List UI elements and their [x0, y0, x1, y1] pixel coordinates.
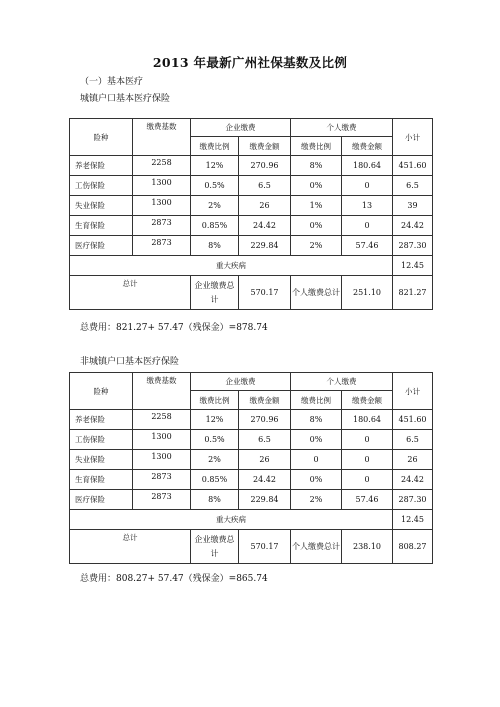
personal-amount: 180.64 [342, 156, 393, 176]
enterprise-amount: 229.84 [239, 236, 291, 256]
header-personal-rate: 缴费比例 [291, 391, 342, 410]
enterprise-rate: 0.85% [191, 216, 239, 236]
personal-rate: 8% [291, 410, 342, 430]
contribution-base: 1300 [133, 176, 191, 196]
section-heading: （一）基本医疗 [80, 77, 144, 87]
enterprise-rate: 8% [191, 236, 239, 256]
enterprise-rate: 8% [191, 490, 239, 510]
header-personal-contribution: 个人缴费 [291, 119, 393, 137]
personal-amount: 180.64 [342, 410, 393, 430]
critical-illness-value: 12.45 [393, 256, 433, 276]
insurance-name: 养老保险 [70, 156, 133, 176]
table-row [70, 470, 433, 490]
enterprise-rate: 12% [191, 156, 239, 176]
enterprise-amount: 270.96 [239, 156, 291, 176]
table-row [70, 430, 433, 450]
enterprise-amount: 26 [239, 196, 291, 216]
insurance-name: 工伤保险 [70, 176, 133, 196]
enterprise-total-label: 企业缴费总计 [191, 276, 239, 310]
contribution-base: 1300 [133, 196, 191, 216]
table-row [70, 450, 433, 470]
header-personal-contribution: 个人缴费 [291, 373, 393, 391]
total-label: 总计 [70, 530, 191, 564]
personal-amount: 57.46 [342, 236, 393, 256]
enterprise-rate: 12% [191, 410, 239, 430]
insurance-name: 失业保险 [70, 450, 133, 470]
personal-rate: 0% [291, 176, 342, 196]
contribution-base: 2873 [133, 470, 191, 490]
personal-amount: 0 [342, 430, 393, 450]
row-subtotal: 24.42 [393, 470, 433, 490]
critical-illness-label: 重大疾病 [70, 510, 393, 530]
personal-rate: 0% [291, 430, 342, 450]
enterprise-total-value: 570.17 [239, 276, 291, 310]
insurance-name: 医疗保险 [70, 236, 133, 256]
enterprise-rate: 0.5% [191, 430, 239, 450]
personal-amount: 0 [342, 470, 393, 490]
contribution-base: 1300 [133, 430, 191, 450]
contribution-base: 2258 [133, 410, 191, 430]
enterprise-rate: 0.85% [191, 470, 239, 490]
header-insurance-type: 险种 [70, 373, 133, 410]
contribution-base: 2873 [133, 216, 191, 236]
enterprise-amount: 229.84 [239, 490, 291, 510]
header-enterprise-contribution: 企业缴费 [191, 119, 291, 137]
table-row [70, 490, 433, 510]
table-1-caption: 城镇户口基本医疗保险 [80, 94, 171, 104]
table-row [70, 156, 433, 176]
personal-rate: 0% [291, 470, 342, 490]
table-2-total-summary: 总费用：808.27+ 57.47（残保金）=865.74 [80, 574, 268, 584]
row-subtotal: 39 [393, 196, 433, 216]
personal-total-label: 个人缴费总计 [291, 276, 342, 310]
header-contribution-base: 缴费基数 [133, 119, 191, 156]
personal-rate: 0% [291, 216, 342, 236]
row-subtotal: 451.60 [393, 156, 433, 176]
table-row [70, 410, 433, 430]
header-personal-amount: 缴费金额 [342, 137, 393, 156]
row-subtotal: 287.30 [393, 236, 433, 256]
personal-rate: 8% [291, 156, 342, 176]
enterprise-amount: 270.96 [239, 410, 291, 430]
header-subtotal: 小计 [393, 119, 433, 156]
header-enterprise-contribution: 企业缴费 [191, 373, 291, 391]
personal-total-label: 个人缴费总计 [291, 530, 342, 564]
personal-rate: 2% [291, 236, 342, 256]
personal-total-value: 238.10 [342, 530, 393, 564]
insurance-name: 生育保险 [70, 470, 133, 490]
header-personal-rate: 缴费比例 [291, 137, 342, 156]
insurance-name: 医疗保险 [70, 490, 133, 510]
insurance-name: 生育保险 [70, 216, 133, 236]
enterprise-rate: 2% [191, 196, 239, 216]
row-subtotal: 287.30 [393, 490, 433, 510]
total-label: 总计 [70, 276, 191, 310]
non-urban-insurance-table [69, 372, 433, 564]
table-1-total-summary: 总费用：821.27+ 57.47（残保金）=878.74 [80, 323, 268, 333]
insurance-name: 养老保险 [70, 410, 133, 430]
contribution-base: 2258 [133, 156, 191, 176]
personal-amount: 0 [342, 216, 393, 236]
enterprise-total-value: 570.17 [239, 530, 291, 564]
header-subtotal: 小计 [393, 373, 433, 410]
header-enterprise-rate: 缴费比例 [191, 391, 239, 410]
header-enterprise-amount: 缴费金额 [239, 391, 291, 410]
personal-amount: 0 [342, 176, 393, 196]
document-title: 2013 年最新广州社保基数及比例 [152, 55, 348, 70]
grand-total-value: 821.27 [393, 276, 433, 310]
personal-rate: 1% [291, 196, 342, 216]
enterprise-amount: 6.5 [239, 430, 291, 450]
contribution-base: 2873 [133, 236, 191, 256]
enterprise-amount: 26 [239, 450, 291, 470]
enterprise-amount: 6.5 [239, 176, 291, 196]
grand-total-value: 808.27 [393, 530, 433, 564]
table-row [70, 196, 433, 216]
header-contribution-base: 缴费基数 [133, 373, 191, 410]
insurance-name: 失业保险 [70, 196, 133, 216]
personal-amount: 57.46 [342, 490, 393, 510]
personal-rate: 2% [291, 490, 342, 510]
personal-total-value: 251.10 [342, 276, 393, 310]
table-2-caption: 非城镇户口基本医疗保险 [80, 357, 180, 367]
personal-amount: 13 [342, 196, 393, 216]
insurance-name: 工伤保险 [70, 430, 133, 450]
personal-rate: 0 [291, 450, 342, 470]
personal-amount: 0 [342, 450, 393, 470]
urban-insurance-table [69, 118, 433, 310]
contribution-base: 1300 [133, 450, 191, 470]
row-subtotal: 451.60 [393, 410, 433, 430]
header-enterprise-rate: 缴费比例 [191, 137, 239, 156]
contribution-base: 2873 [133, 490, 191, 510]
enterprise-amount: 24.42 [239, 470, 291, 490]
header-insurance-type: 险种 [70, 119, 133, 156]
table-row [70, 236, 433, 256]
header-enterprise-amount: 缴费金额 [239, 137, 291, 156]
enterprise-amount: 24.42 [239, 216, 291, 236]
enterprise-rate: 0.5% [191, 176, 239, 196]
row-subtotal: 6.5 [393, 176, 433, 196]
enterprise-rate: 2% [191, 450, 239, 470]
table-row [70, 176, 433, 196]
critical-illness-value: 12.45 [393, 510, 433, 530]
row-subtotal: 26 [393, 450, 433, 470]
row-subtotal: 24.42 [393, 216, 433, 236]
enterprise-total-label: 企业缴费总计 [191, 530, 239, 564]
header-personal-amount: 缴费金额 [342, 391, 393, 410]
row-subtotal: 6.5 [393, 430, 433, 450]
critical-illness-label: 重大疾病 [70, 256, 393, 276]
table-row [70, 216, 433, 236]
